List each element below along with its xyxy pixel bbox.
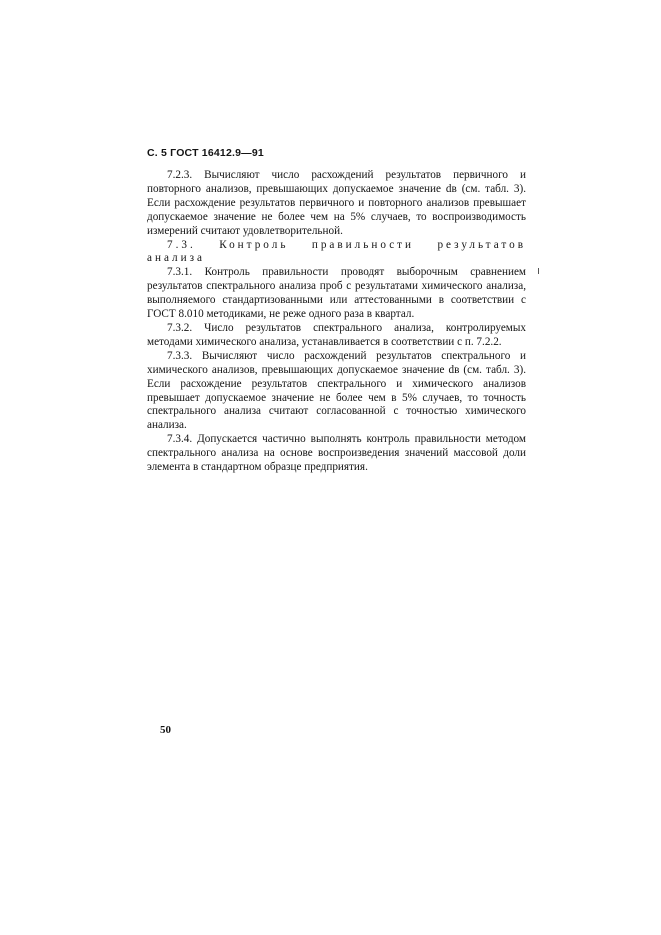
paragraph-7-3-4: 7.3.4. Допускается частично выполнять контроль правильности методом спектрального анализа на основе воспроизведения значений массовой доли элемента в стандартном образце предприятия. — [147, 433, 526, 474]
paragraph-7-3-2: 7.3.2. Число результатов спектрального анализа, контролируемых методами химического анализа, устанавливается в соответствии с п. 7.2.2. — [147, 321, 526, 348]
section-heading-7-3: 7.3. Контроль правильности результатов анализа — [147, 238, 526, 265]
page-number: 50 — [160, 724, 171, 736]
page-header: С. 5 ГОСТ 16412.9—91 — [147, 147, 264, 159]
paragraph-7-3-1: 7.3.1. Контроль правильности проводят выборочным сравнением результатов спектрального анализа проб с результатами химического анализа, выполняемого стандартизованными или аттестованными в соответствии с ГОСТ 8.010 методиками, не реже одного раза в квартал. — [147, 266, 526, 321]
document-body — [147, 169, 526, 475]
paragraph-7-2-3: 7.2.3. Вычисляют число расхождений результатов первичного и повторного анализов, превышающих допускаемое значение dв (см. табл. 3). Если расхождение результатов первичного и повторного анализов превышает допускаемое значение не более чем на 5% случаев, то воспроизводимость измерений считают удовлетворительной. — [147, 169, 526, 237]
margin-mark — [538, 268, 539, 274]
paragraph-7-3-3: 7.3.3. Вычисляют число расхождений результатов спектрального и химического анализов, превышающих допускаемое значение dв (см. табл. 3). Если расхождение результатов спектрального и химического анализов превышает допускаемое значение не более чем в 5% случаев, то точность спектрального анализа считают согласованной с точностью химического анализа. — [147, 349, 526, 432]
